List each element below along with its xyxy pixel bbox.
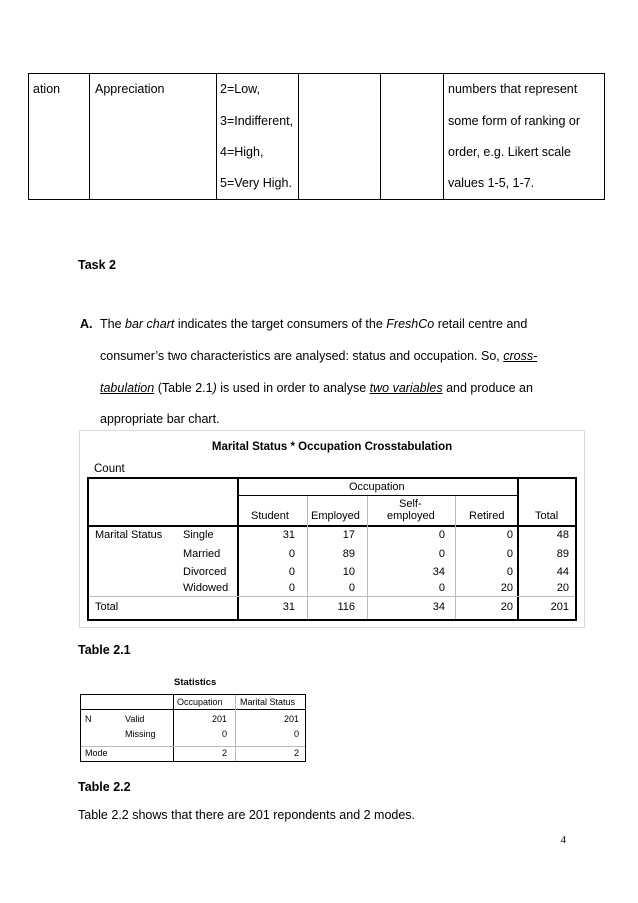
statistics-grid (80, 694, 306, 762)
row-label-single: Single (183, 529, 214, 541)
stats-missing-label: Missing (125, 729, 156, 739)
row-label-widowed: Widowed (183, 582, 229, 594)
cell: 0 (506, 529, 513, 541)
col-retired: Retired (469, 510, 505, 522)
statistics-table (80, 677, 310, 762)
scale-high: 4=High, (220, 145, 264, 159)
section-marker: A. (80, 317, 93, 331)
table-2-1-caption: Table 2.1 (78, 643, 131, 657)
cell: 0 (288, 582, 295, 594)
col-self: Self- (399, 498, 422, 510)
note-line-3: order, e.g. Likert scale (448, 145, 571, 159)
cell: 89 (342, 548, 355, 560)
paragraph-line-1: The bar chart indicates the target consumers of the FreshCo retail centre and (100, 317, 528, 331)
note-line-1: numbers that represent (448, 82, 578, 96)
cell: 17 (342, 529, 355, 541)
crosstab-title: Marital Status * Occupation Crosstabulation (211, 441, 453, 453)
cell: 0 (506, 548, 513, 560)
paragraph-line-3: tabulation (Table 2.1) is used in order to analyse two variables and produce an (100, 381, 533, 395)
cell: 0 (438, 529, 445, 541)
row-label-divorced: Divorced (183, 566, 227, 578)
cell: 0 (221, 729, 227, 739)
cell: 20 (500, 582, 513, 594)
cell: 31 (282, 601, 295, 613)
table-cell-appreciation: Appreciation (95, 82, 165, 96)
occupation-header: Occupation (349, 481, 405, 493)
row-label-total: Total (95, 601, 119, 613)
cell: 20 (556, 582, 569, 594)
cell: 0 (348, 582, 355, 594)
stats-mode-label: Mode (85, 748, 108, 758)
note-line-2: some form of ranking or (448, 114, 580, 128)
row-label-married: Married (183, 548, 221, 560)
stats-col-marital-status: Marital Status (240, 697, 296, 707)
stats-valid-label: Valid (125, 714, 145, 724)
cell: 89 (556, 548, 569, 560)
cell: 116 (337, 601, 355, 613)
stats-n-label: N (85, 714, 92, 724)
cell: 0 (506, 566, 513, 578)
scale-very-high: 5=Very High. (220, 176, 292, 190)
cell: 2 (221, 748, 227, 758)
cell: 34 (432, 601, 445, 613)
table-2-2-caption: Table 2.2 (78, 780, 131, 794)
paragraph-line-4: appropriate bar chart. (100, 412, 220, 426)
cell: 0 (293, 729, 299, 739)
task-heading: Task 2 (78, 258, 116, 272)
statistics-title: Statistics (174, 677, 217, 688)
cell: 31 (282, 529, 295, 541)
stats-col-occupation: Occupation (177, 697, 223, 707)
summary-text: Table 2.2 shows that there are 201 repondents and 2 modes. (78, 808, 416, 822)
cell: 0 (438, 548, 445, 560)
cell: 201 (550, 601, 569, 613)
cell: 201 (283, 714, 299, 724)
cell: 48 (556, 529, 569, 541)
cell: 2 (293, 748, 299, 758)
row-group-marital-status: Marital Status (95, 529, 163, 541)
cell: 34 (432, 566, 445, 578)
col-employed: Employed (311, 510, 360, 522)
note-line-4: values 1-5, 1-7. (448, 176, 535, 190)
col-student: Student (251, 510, 289, 522)
col-self-employed: employed (387, 510, 435, 522)
scale-indifferent: 3=Indifferent, (220, 114, 294, 128)
crosstab-table (79, 430, 585, 628)
cell: 0 (438, 582, 445, 594)
table-cell-ation: ation (33, 82, 61, 96)
scale-low: 2=Low, (220, 82, 260, 96)
table-col-4 (298, 74, 381, 199)
crosstab-count-label: Count (94, 463, 125, 475)
table-col-5 (380, 74, 444, 199)
cell: 44 (556, 566, 569, 578)
cell: 201 (211, 714, 227, 724)
cell: 0 (288, 566, 295, 578)
crosstab-grid (87, 477, 577, 621)
cell: 20 (500, 601, 513, 613)
cell: 0 (288, 548, 295, 560)
page-number: 4 (560, 834, 566, 846)
attribute-table (28, 73, 605, 200)
paragraph-line-2: consumer’s two characteristics are analysed: status and occupation. So, cross- (100, 349, 538, 363)
col-total: Total (535, 510, 559, 522)
cell: 10 (342, 566, 355, 578)
